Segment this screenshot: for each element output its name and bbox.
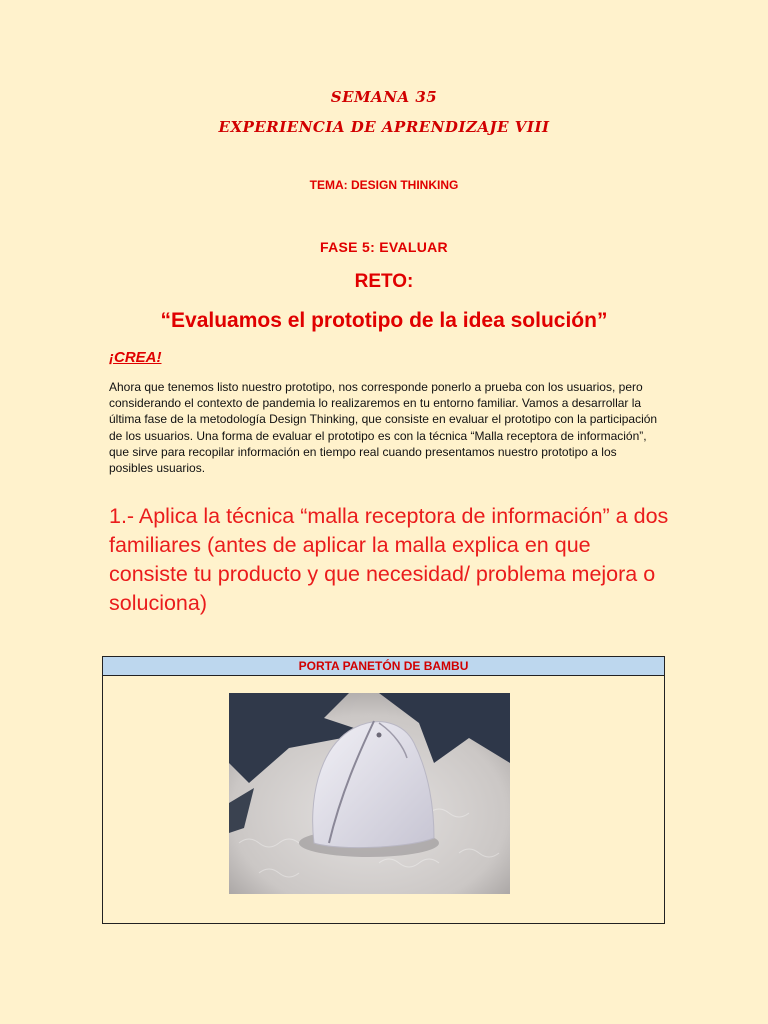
experience-heading: EXPERIENCIA DE APRENDIZAJE VIII <box>218 118 550 136</box>
product-table-header: PORTA PANETÓN DE BAMBU <box>103 657 664 676</box>
activity-instruction: 1.- Aplica la técnica “malla receptora de información” a dos familiares (antes de aplicar la malla explica en que consiste tu producto y que necesidad/ problema mejora o soluciona) <box>109 504 669 615</box>
challenge-heading: RETO: <box>354 271 414 292</box>
intro-paragraph: Ahora que tenemos listo nuestro prototipo, nos corresponde ponerlo a prueba con los usuarios, pero considerando el contexto de pandemia lo realizaremos en tu entorno familiar. Vamos a desarrollar la última fase de la metodología Design Thinking, que consiste en evaluar el prototipo con la participación de los usuarios. Una forma de evaluar el prototipo es con la técnica “Malla receptora de información”, que sirve para recopilar información en tiempo real cuando presentamos nuestro prototipo a los posibles usuarios. <box>109 380 658 476</box>
prototype-photo-illustration <box>229 693 510 894</box>
topic-heading: TEMA: DESIGN THINKING <box>309 178 459 192</box>
week-heading: SEMANA 35 <box>330 88 438 106</box>
challenge-title: “Evaluamos el prototipo de la idea solución” <box>160 309 608 332</box>
phase-heading: FASE 5: EVALUAR <box>320 239 448 255</box>
prototype-photo <box>229 693 510 894</box>
create-label: ¡CREA! <box>109 349 162 366</box>
product-table <box>102 656 665 924</box>
